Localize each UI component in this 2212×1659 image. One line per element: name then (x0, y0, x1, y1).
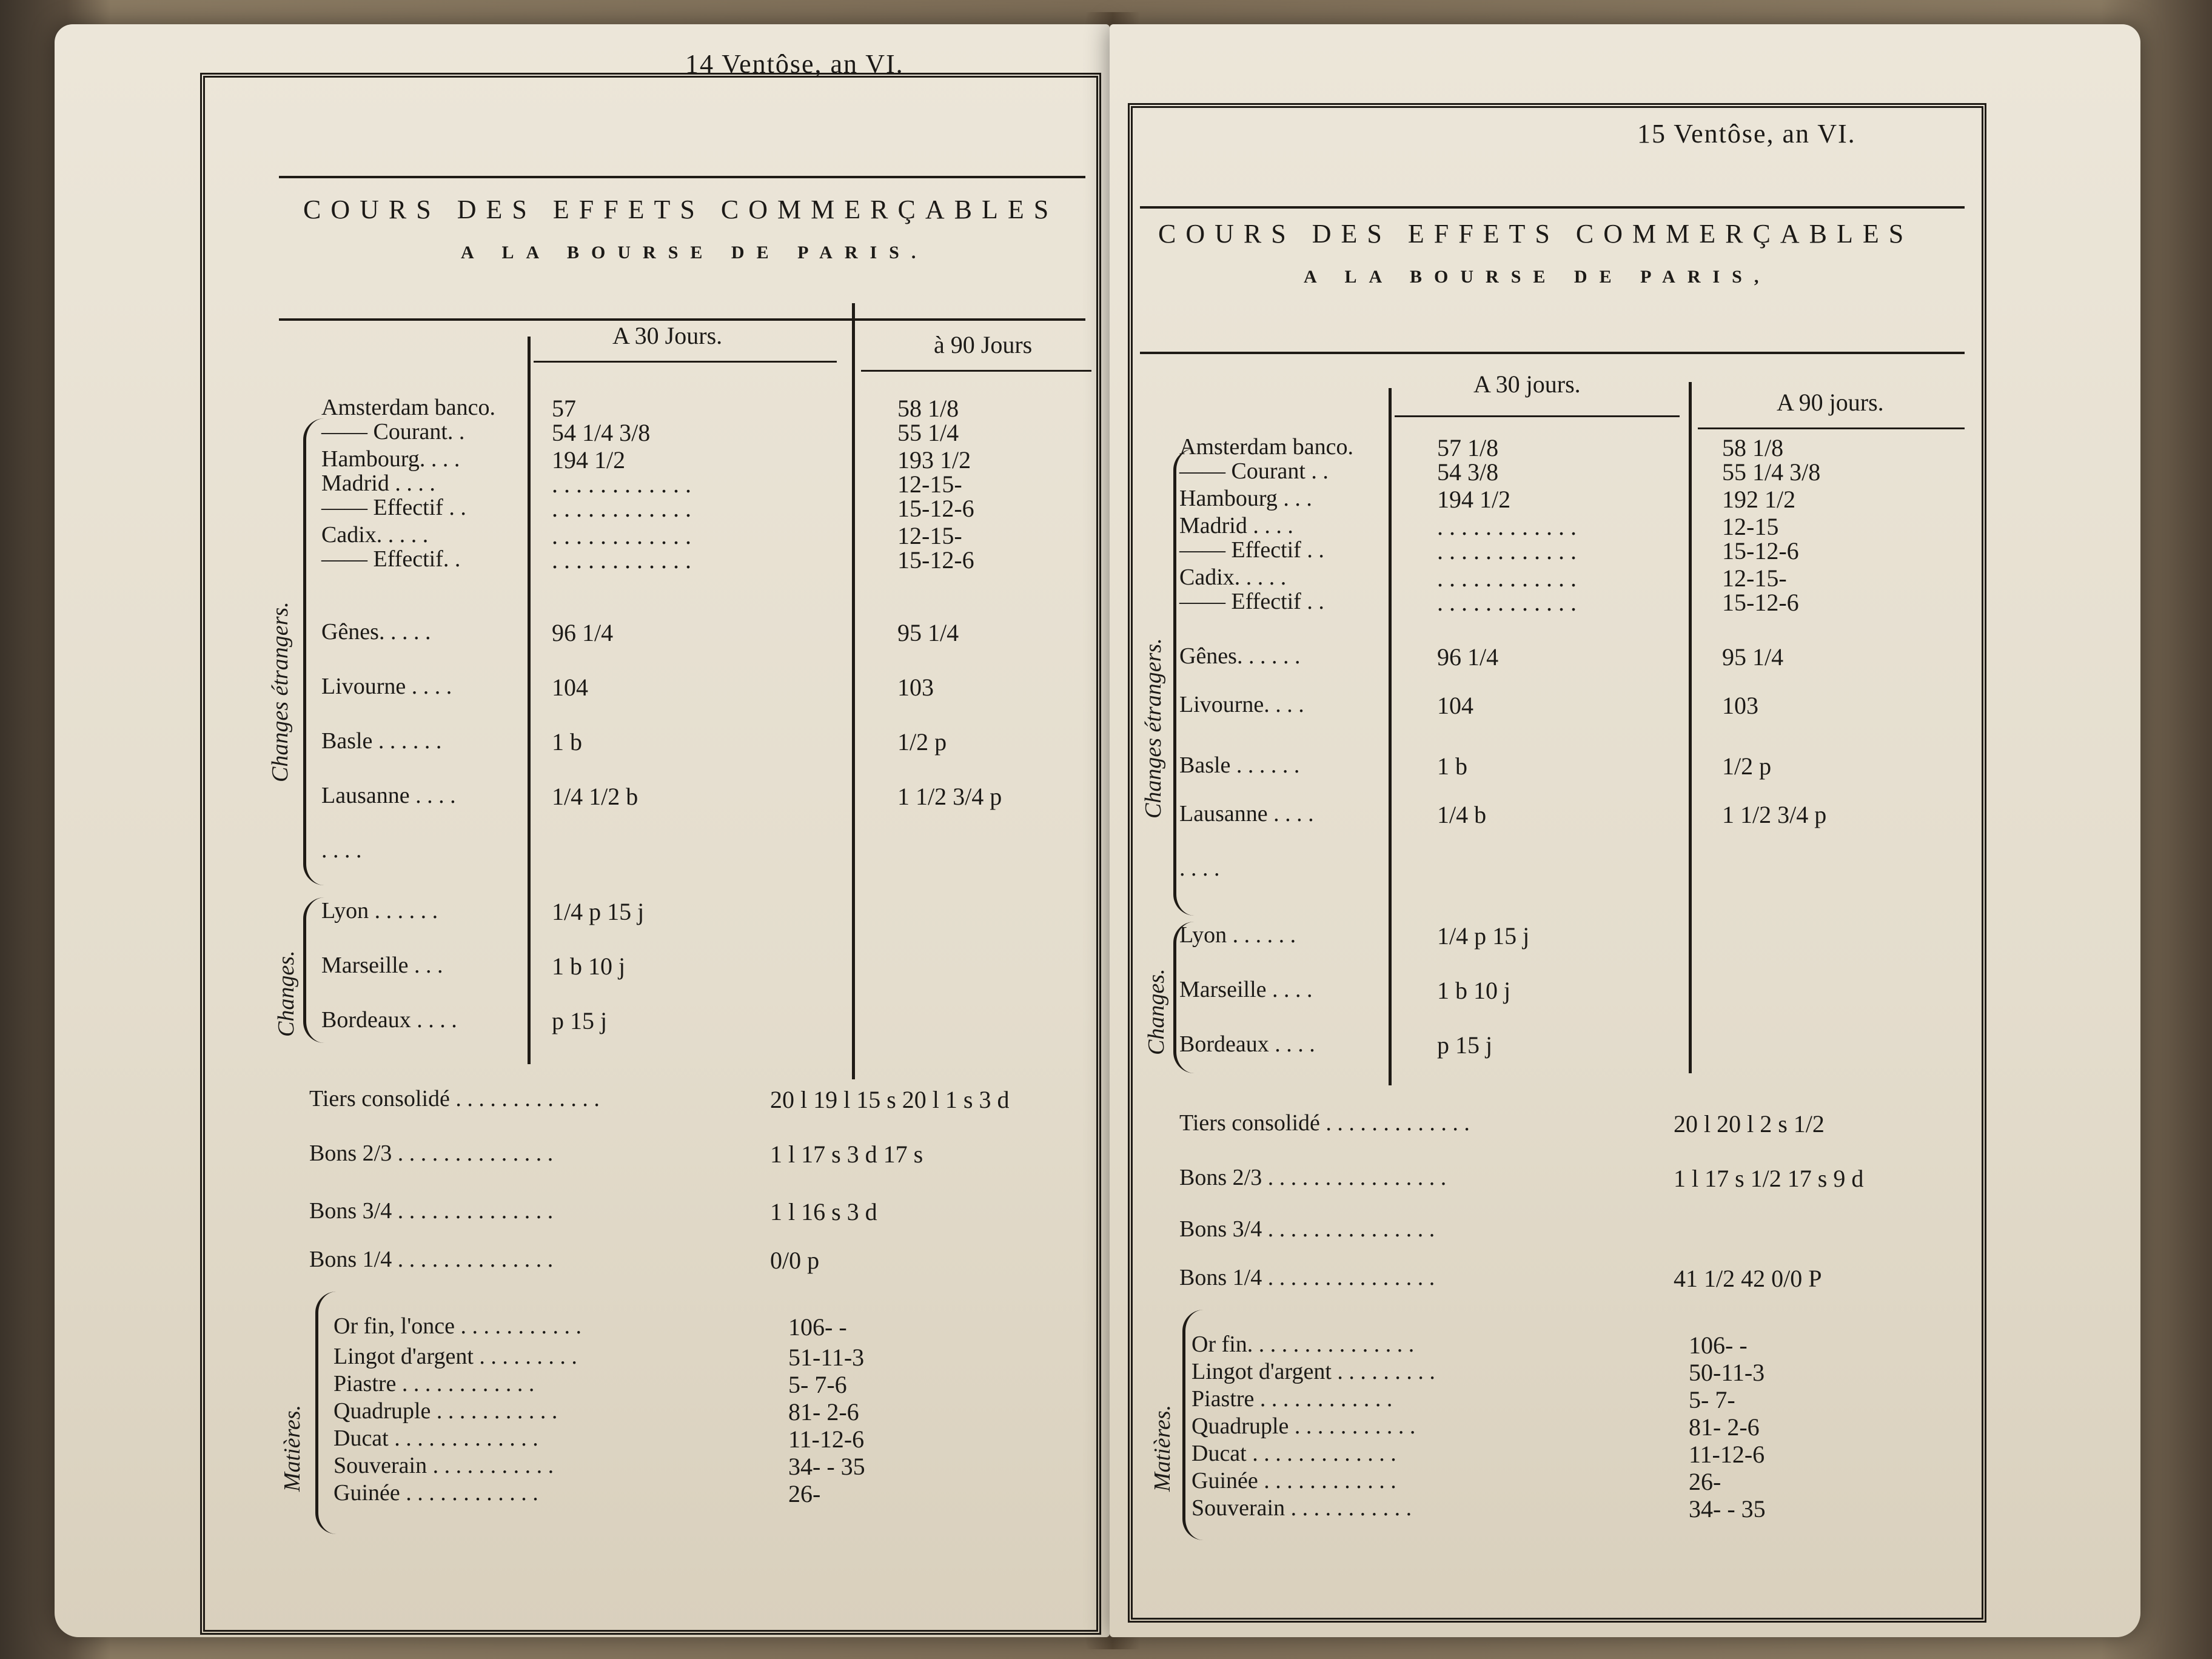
effet-value: 1 l 17 s 1/2 17 s 9 d (1674, 1165, 1864, 1192)
etrangers-value-90: 12-15- (897, 471, 962, 498)
etrangers-row-label: Amsterdam banco. (1179, 434, 1354, 460)
right-label-changes: Changes. (1144, 968, 1169, 1055)
right-folio: 15 Ventôse, an VI. (1637, 119, 1856, 149)
etrangers-value-30: . . . . . . . . . . . . (1437, 589, 1577, 616)
etrangers-row-label: —— Courant. . (321, 419, 465, 444)
etrangers-value-90: 193 1/2 (897, 446, 971, 474)
left-title: COURS DES EFFETS COMMERÇABLES (303, 195, 1059, 224)
etrangers-value-90: 1/2 p (1722, 752, 1772, 780)
right-title: COURS DES EFFETS COMMERÇABLES (1158, 219, 1914, 249)
etrangers-row-label: Madrid . . . . (1179, 513, 1293, 538)
matiere-label: Ducat . . . . . . . . . . . . . (1191, 1441, 1396, 1466)
matiere-value: 34- - 35 (1689, 1495, 1766, 1523)
matiere-label: Lingot d'argent . . . . . . . . . (1191, 1359, 1435, 1384)
right-col-90-underline (1698, 427, 1965, 429)
left-header-rule-bottom (279, 318, 1085, 321)
etrangers-row-label: . . . . (1179, 856, 1220, 881)
effet-label: Tiers consolidé . . . . . . . . . . . . . (1179, 1110, 1470, 1136)
matiere-value: 50-11-3 (1689, 1359, 1765, 1386)
etrangers-row-label: Hambourg . . . (1179, 486, 1312, 511)
etrangers-value-90: 12-15- (1722, 565, 1787, 592)
etrangers-value-30: 54 1/4 3/8 (552, 419, 651, 446)
etrangers-row-label: Cadix. . . . . (1179, 565, 1287, 590)
effet-value: 1 l 17 s 3 d 17 s (770, 1141, 923, 1168)
etrangers-value-30: 104 (1437, 692, 1473, 719)
etrangers-value-90: 15-12-6 (1722, 537, 1799, 565)
etrangers-row-label: —— Courant . . (1179, 458, 1329, 484)
effet-label: Bons 2/3 . . . . . . . . . . . . . . . . (1179, 1165, 1447, 1190)
effet-value: 20 l 19 l 15 s 20 l 1 s 3 d (770, 1086, 1010, 1113)
matiere-value: 26- (788, 1480, 821, 1507)
etrangers-value-30: 1 b (1437, 752, 1467, 780)
matiere-value: 51-11-3 (788, 1344, 865, 1371)
matiere-label: Lingot d'argent . . . . . . . . . (333, 1344, 577, 1369)
right-label-changes-etrangers: Changes étrangers. (1141, 638, 1166, 819)
etrangers-value-30: . . . . . . . . . . . . (552, 495, 691, 522)
matiere-label: Piastre . . . . . . . . . . . . (333, 1371, 535, 1396)
matiere-value: 34- - 35 (788, 1453, 865, 1480)
matiere-value: 81- 2-6 (1689, 1413, 1760, 1441)
matiere-value: 11-12-6 (788, 1426, 865, 1453)
left-col-divider-2 (852, 303, 855, 1079)
changes-row-label: Marseille . . . . (1179, 977, 1313, 1002)
etrangers-value-90: 12-15 (1722, 513, 1779, 540)
etrangers-value-90: 1/2 p (897, 728, 947, 756)
etrangers-row-label: Basle . . . . . . (1179, 752, 1300, 778)
etrangers-row-label: Hambourg. . . . (321, 446, 460, 472)
etrangers-value-90: 95 1/4 (897, 619, 959, 646)
etrangers-value-30: . . . . . . . . . . . . (552, 546, 691, 574)
etrangers-value-30: 96 1/4 (552, 619, 614, 646)
right-header-rule-top (1140, 206, 1965, 209)
etrangers-row-label: Gênes. . . . . (321, 619, 431, 645)
etrangers-value-90: 55 1/4 3/8 (1722, 458, 1821, 486)
etrangers-value-90: 95 1/4 (1722, 643, 1784, 671)
etrangers-row-label: Cadix. . . . . (321, 522, 429, 548)
matiere-label: Quadruple . . . . . . . . . . . (1191, 1413, 1416, 1439)
etrangers-row-label: Basle . . . . . . (321, 728, 442, 754)
changes-row-label: Marseille . . . (321, 953, 443, 978)
etrangers-value-30: 57 (552, 395, 576, 422)
matiere-label: Or fin. . . . . . . . . . . . . . . (1191, 1332, 1415, 1357)
etrangers-value-90: 1 1/2 3/4 p (897, 783, 1002, 810)
changes-value-30: 1 b 10 j (1437, 977, 1511, 1004)
matiere-label: Quadruple . . . . . . . . . . . (333, 1398, 558, 1424)
etrangers-row-label: Amsterdam banco. (321, 395, 496, 420)
right-header-rule-bottom (1140, 352, 1965, 354)
changes-row-label: Bordeaux . . . . (1179, 1031, 1315, 1057)
right-col-30: A 30 jours. (1473, 370, 1581, 398)
etrangers-value-30: 54 3/8 (1437, 458, 1499, 486)
etrangers-value-90: 1 1/2 3/4 p (1722, 801, 1827, 828)
changes-value-30: p 15 j (1437, 1031, 1493, 1059)
effet-label: Bons 3/4 . . . . . . . . . . . . . . (309, 1198, 554, 1224)
matiere-label: Guinée . . . . . . . . . . . . (1191, 1468, 1396, 1493)
matiere-label: Guinée . . . . . . . . . . . . (333, 1480, 538, 1506)
matiere-label: Souverain . . . . . . . . . . . (333, 1453, 554, 1478)
etrangers-value-30: . . . . . . . . . . . . (1437, 537, 1577, 565)
etrangers-value-90: 15-12-6 (897, 546, 974, 574)
changes-row-label: Lyon . . . . . . (1179, 922, 1296, 948)
left-label-changes: Changes. (273, 950, 299, 1037)
left-subtitle: A LA BOURSE DE PARIS. (461, 243, 928, 263)
changes-value-30: p 15 j (552, 1007, 608, 1034)
effet-value: 1 l 16 s 3 d (770, 1198, 877, 1225)
effet-value: 41 1/2 42 0/0 P (1674, 1265, 1822, 1292)
etrangers-row-label: —— Effectif. . (321, 546, 461, 572)
left-label-matieres: Matières. (280, 1404, 305, 1492)
effet-label: Bons 1/4 . . . . . . . . . . . . . . . (1179, 1265, 1435, 1290)
matiere-value: 5- 7-6 (788, 1371, 847, 1398)
etrangers-row-label: Livourne . . . . (321, 674, 452, 699)
matiere-value: 5- 7- (1689, 1386, 1735, 1413)
right-label-matieres: Matières. (1150, 1404, 1175, 1492)
effet-value: 0/0 p (770, 1247, 820, 1274)
etrangers-row-label: —— Effectif . . (1179, 537, 1324, 563)
right-col-divider-2 (1689, 382, 1692, 1073)
matiere-value: 106- - (788, 1313, 847, 1341)
etrangers-value-30: 1 b (552, 728, 582, 756)
changes-value-30: 1 b 10 j (552, 953, 626, 980)
etrangers-value-90: 192 1/2 (1722, 486, 1796, 513)
etrangers-row-label: Lausanne . . . . (321, 783, 456, 808)
etrangers-row-label: Madrid . . . . (321, 471, 435, 496)
matiere-value: 26- (1689, 1468, 1721, 1495)
etrangers-row-label: . . . . (321, 837, 362, 863)
matiere-label: Ducat . . . . . . . . . . . . . (333, 1426, 538, 1451)
matiere-value: 106- - (1689, 1332, 1748, 1359)
etrangers-row-label: —— Effectif . . (321, 495, 466, 520)
etrangers-value-90: 58 1/8 (1722, 434, 1784, 461)
matiere-label: Souverain . . . . . . . . . . . (1191, 1495, 1412, 1521)
left-folio: 14 Ventôse, an VI. (685, 49, 904, 79)
etrangers-row-label: Livourne. . . . (1179, 692, 1304, 717)
etrangers-value-30: 1/4 b (1437, 801, 1487, 828)
matiere-value: 11-12-6 (1689, 1441, 1765, 1468)
etrangers-value-90: 15-12-6 (1722, 589, 1799, 616)
etrangers-value-30: 194 1/2 (552, 446, 626, 474)
effet-label: Bons 1/4 . . . . . . . . . . . . . . (309, 1247, 554, 1272)
right-col-90: A 90 jours. (1777, 389, 1884, 416)
etrangers-value-30: 57 1/8 (1437, 434, 1499, 461)
etrangers-value-90: 103 (1722, 692, 1758, 719)
effet-label: Tiers consolidé . . . . . . . . . . . . . (309, 1086, 600, 1111)
etrangers-value-30: 104 (552, 674, 588, 701)
right-subtitle: A LA BOURSE DE PARIS, (1304, 267, 1771, 287)
effet-label: Bons 3/4 . . . . . . . . . . . . . . . (1179, 1216, 1435, 1242)
matiere-label: Or fin, l'once . . . . . . . . . . . (333, 1313, 581, 1339)
right-col-30-underline (1395, 415, 1680, 417)
changes-row-label: Lyon . . . . . . (321, 898, 438, 923)
left-col-30-underline (534, 361, 837, 363)
etrangers-value-30: . . . . . . . . . . . . (1437, 565, 1577, 592)
etrangers-value-90: 58 1/8 (897, 395, 959, 422)
left-col-divider-1 (528, 337, 531, 1064)
left-col-30: A 30 Jours. (612, 322, 723, 349)
etrangers-value-30: 1/4 1/2 b (552, 783, 638, 810)
changes-value-30: 1/4 p 15 j (1437, 922, 1530, 950)
effet-value: 20 l 20 l 2 s 1/2 (1674, 1110, 1825, 1138)
etrangers-value-90: 15-12-6 (897, 495, 974, 522)
right-col-divider-1 (1389, 388, 1392, 1085)
etrangers-row-label: Lausanne . . . . (1179, 801, 1314, 826)
left-label-changes-etrangers: Changes étrangers. (267, 602, 293, 782)
changes-row-label: Bordeaux . . . . (321, 1007, 457, 1033)
left-col-90-underline (861, 370, 1091, 372)
left-header-rule-top (279, 176, 1085, 178)
matiere-label: Piastre . . . . . . . . . . . . (1191, 1386, 1393, 1412)
etrangers-value-30: . . . . . . . . . . . . (552, 522, 691, 549)
etrangers-value-90: 12-15- (897, 522, 962, 549)
etrangers-value-30: . . . . . . . . . . . . (552, 471, 691, 498)
etrangers-row-label: Gênes. . . . . . (1179, 643, 1301, 669)
effet-label: Bons 2/3 . . . . . . . . . . . . . . (309, 1141, 554, 1166)
left-col-90: à 90 Jours (934, 331, 1033, 358)
etrangers-row-label: —— Effectif . . (1179, 589, 1324, 614)
etrangers-value-30: . . . . . . . . . . . . (1437, 513, 1577, 540)
etrangers-value-30: 96 1/4 (1437, 643, 1499, 671)
matiere-value: 81- 2-6 (788, 1398, 859, 1426)
etrangers-value-90: 103 (897, 674, 934, 701)
etrangers-value-90: 55 1/4 (897, 419, 959, 446)
etrangers-value-30: 194 1/2 (1437, 486, 1511, 513)
changes-value-30: 1/4 p 15 j (552, 898, 645, 925)
